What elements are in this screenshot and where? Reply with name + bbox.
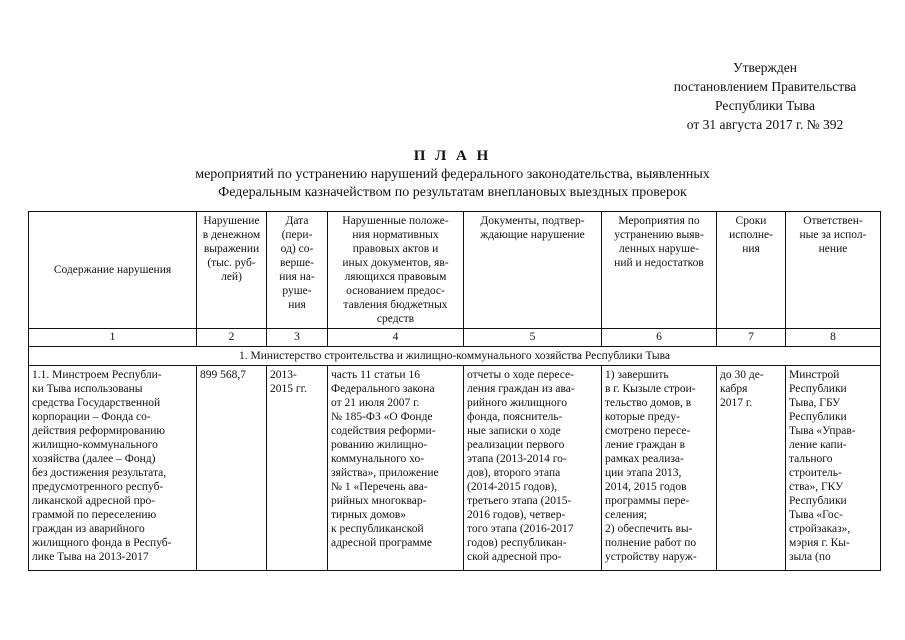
violated-acts-cell: часть 11 статьи 16 Федерального закона от 21 июля 2007 г. № 185-ФЗ «О Фонде содействия реформи- рованию жилищно- коммунального хо- зяйства», приложение № 1 «Перечень ава- рийных многоквар- тирных домов» к республиканской адресной программе (328, 366, 464, 571)
approval-block (650, 58, 880, 134)
column-number: 8 (786, 329, 881, 347)
column-number: 1 (29, 329, 197, 347)
period-cell: 2013- 2015 гг. (267, 366, 328, 571)
column-number: 4 (328, 329, 464, 347)
approval-line-3: Республики Тыва (715, 98, 815, 113)
header-cell: Нарушение в денежном выражении (тыс. руб- лей) (197, 212, 267, 329)
header-cell: Ответствен- ные за испол- нение (786, 212, 881, 329)
column-number-row (29, 329, 881, 347)
amount-cell: 899 568,7 (197, 366, 267, 571)
approval-line-1: Утвержден (733, 60, 797, 75)
documents-cell: отчеты о ходе пересе- ления граждан из ава- рийного жилищного фонда, пояснитель- ные записки о ходе реализации первого этапа (2013-2014 го- дов), второго этапа (2014-2015 годов), третьего этапа (2015- 2016 годов), четвер- того этапа (2016-2017 годов) республикан- ской адресной про- (464, 366, 602, 571)
approval-line-4: от 31 августа 2017 г. № 392 (686, 117, 844, 132)
plan-table (28, 211, 881, 571)
header-cell: Мероприятия по устранению выяв- ленных наруше- ний и недостатков (602, 212, 717, 329)
table-header-row (29, 212, 881, 329)
section-title: 1. Министерство строительства и жилищно-коммунального хозяйства Республики Тыва (29, 347, 881, 366)
header-cell: Нарушенные положе- ния нормативных правовых актов и иных документов, яв- ляющихся правовым основанием предос- тавления бюджетных средств (328, 212, 464, 329)
plan-heading: П Л А Н (413, 148, 492, 164)
column-number: 6 (602, 329, 717, 347)
column-number: 2 (197, 329, 267, 347)
column-number: 7 (717, 329, 786, 347)
column-number: 3 (267, 329, 328, 347)
title-line-2: Федеральным казначейством по результатам внеплановых выездных проверок (218, 185, 687, 200)
measures-cell: 1) завершить в г. Кызыле строи- тельство домов, в которые преду- смотрено пересе- ление граждан в рамках реализа- ции этапа 2013, 2014, 2015 годов программы пере- селения; 2) обеспечить вы- полнение работ по устройству наруж- (602, 366, 717, 571)
column-number: 5 (464, 329, 602, 347)
document-title (0, 146, 905, 202)
title-line-1: мероприятий по устранению нарушений федерального законодательства, выявленных (195, 167, 710, 182)
approval-line-2: постановлением Правительства (673, 79, 857, 94)
violation-content-cell: 1.1. Минстроем Республи- ки Тыва использованы средства Государственной корпорации – Фонда со- действия реформированию жилищно-коммунального хозяйства (далее – Фонд) без достижения результата, предусмотренного респуб- ликанской адресной про- граммой по переселению граждан из аварийного жилищного фонда в Респуб- лике Тыва на 2013-2017 (29, 366, 197, 571)
table-row (29, 366, 881, 571)
header-cell: Дата (пери- од) со- верше- ния на- руше- ния (267, 212, 328, 329)
header-cell: Сроки исполне- ния (717, 212, 786, 329)
header-cell: Содержание нарушения (29, 212, 197, 329)
section-row (29, 347, 881, 366)
responsible-cell: Минстрой Республики Тыва, ГБУ Республики Тыва «Управ- ление капи- тального строитель- ства», ГКУ Республики Тыва «Гос- стройзаказ», мэрия г. Кы- зыла (по (786, 366, 881, 571)
header-cell: Документы, подтвер- ждающие нарушение (464, 212, 602, 329)
deadline-cell: до 30 де- кабря 2017 г. (717, 366, 786, 571)
